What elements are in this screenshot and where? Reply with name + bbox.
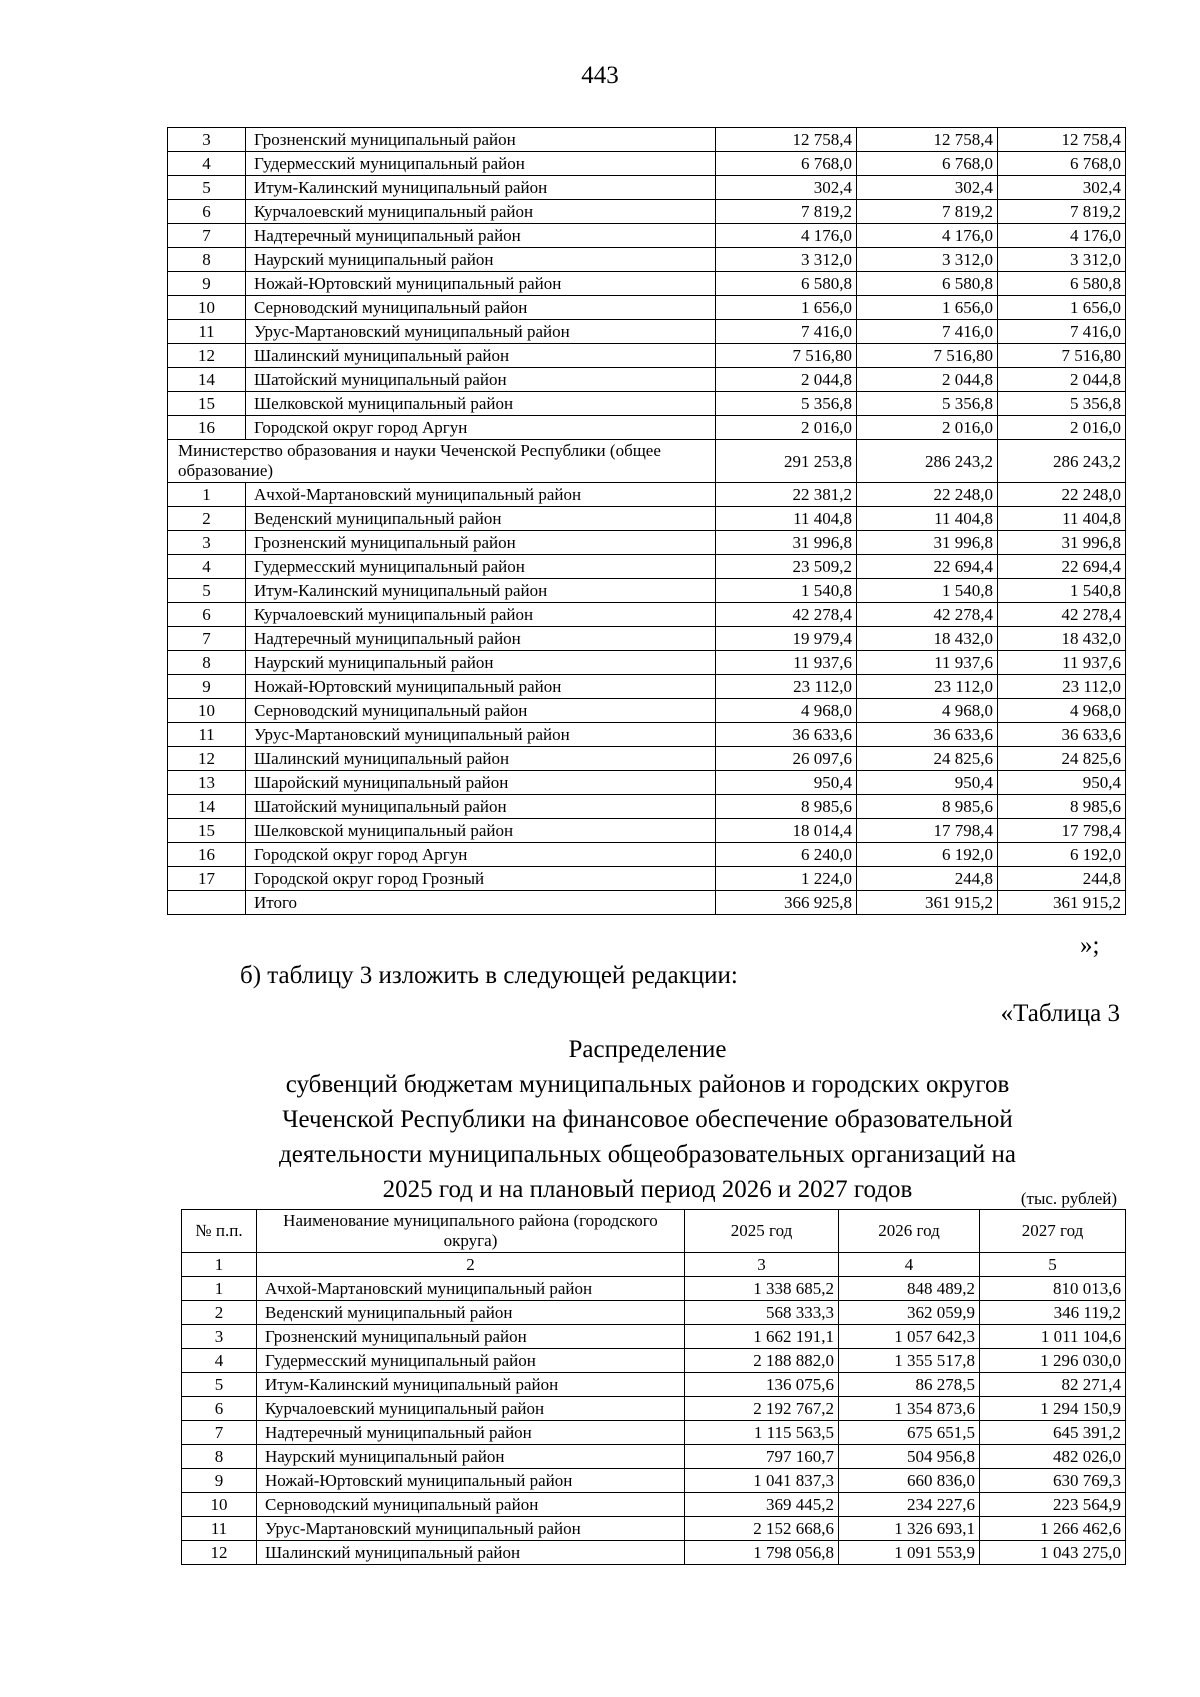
row-number: 12 <box>182 1541 257 1565</box>
row-number: 3 <box>168 531 246 555</box>
row-number: 5 <box>182 1373 257 1397</box>
value-2025: 1 662 191,1 <box>685 1325 839 1349</box>
district-name: Ножай-Юртовский муниципальный район <box>257 1469 685 1493</box>
value-2025: 6 580,8 <box>716 272 857 296</box>
district-name: Гудермесский муниципальный район <box>257 1349 685 1373</box>
column-number-5: 5 <box>980 1253 1126 1277</box>
value-2026: 7 516,80 <box>857 344 998 368</box>
row-number: 14 <box>168 795 246 819</box>
column-number-1: 1 <box>182 1253 257 1277</box>
table-row <box>168 579 1126 603</box>
row-number: 17 <box>168 867 246 891</box>
value-2025: 1 224,0 <box>716 867 857 891</box>
table-row <box>168 651 1126 675</box>
value-2027: 4 968,0 <box>998 699 1126 723</box>
row-number: 4 <box>168 152 246 176</box>
value-2027: 23 112,0 <box>998 675 1126 699</box>
value-2026: 1 540,8 <box>857 579 998 603</box>
value-2027: 82 271,4 <box>980 1373 1126 1397</box>
value-2027: 12 758,4 <box>998 128 1126 152</box>
value-2026: 36 633,6 <box>857 723 998 747</box>
value-2025: 950,4 <box>716 771 857 795</box>
value-2027: 31 996,8 <box>998 531 1126 555</box>
value-2026: 31 996,8 <box>857 531 998 555</box>
value-2025: 4 176,0 <box>716 224 857 248</box>
district-name: Веденский муниципальный район <box>246 507 716 531</box>
value-2027: 630 769,3 <box>980 1469 1126 1493</box>
value-2025: 4 968,0 <box>716 699 857 723</box>
value-2025: 2 188 882,0 <box>685 1349 839 1373</box>
total-value-2027: 361 915,2 <box>998 891 1126 915</box>
value-2026: 11 404,8 <box>857 507 998 531</box>
value-2027: 1 266 462,6 <box>980 1517 1126 1541</box>
value-2025: 8 985,6 <box>716 795 857 819</box>
value-2027: 2 016,0 <box>998 416 1126 440</box>
total-empty-cell <box>168 891 246 915</box>
value-2027: 1 011 104,6 <box>980 1325 1126 1349</box>
value-2026: 1 057 642,3 <box>839 1325 980 1349</box>
value-2026: 1 091 553,9 <box>839 1541 980 1565</box>
value-2027: 244,8 <box>998 867 1126 891</box>
row-number: 7 <box>168 224 246 248</box>
value-2026: 1 355 517,8 <box>839 1349 980 1373</box>
row-number: 5 <box>168 176 246 200</box>
value-2027: 223 564,9 <box>980 1493 1126 1517</box>
row-number: 6 <box>168 603 246 627</box>
table-row <box>168 555 1126 579</box>
district-name: Шаройский муниципальный район <box>246 771 716 795</box>
row-number: 5 <box>168 579 246 603</box>
value-2026: 4 176,0 <box>857 224 998 248</box>
column-number-2: 2 <box>257 1253 685 1277</box>
value-2026: 950,4 <box>857 771 998 795</box>
district-name: Курчалоевский муниципальный район <box>246 200 716 224</box>
row-number: 10 <box>182 1493 257 1517</box>
value-2026: 17 798,4 <box>857 819 998 843</box>
table-row <box>168 843 1126 867</box>
value-2025: 23 509,2 <box>716 555 857 579</box>
row-number: 9 <box>168 272 246 296</box>
table-row <box>182 1469 1126 1493</box>
column-numbers-row <box>182 1253 1126 1277</box>
row-number: 8 <box>182 1445 257 1469</box>
district-name: Ачхой-Мартановский муниципальный район <box>246 483 716 507</box>
district-name: Грозненский муниципальный район <box>246 128 716 152</box>
value-2027: 7 819,2 <box>998 200 1126 224</box>
district-name: Надтеречный муниципальный район <box>257 1421 685 1445</box>
table-row <box>168 200 1126 224</box>
district-name: Городской округ город Аргун <box>246 416 716 440</box>
row-number: 2 <box>168 507 246 531</box>
value-2027: 6 768,0 <box>998 152 1126 176</box>
value-2026: 18 432,0 <box>857 627 998 651</box>
table-row <box>168 176 1126 200</box>
value-2027: 5 356,8 <box>998 392 1126 416</box>
row-number: 10 <box>168 699 246 723</box>
row-number: 12 <box>168 747 246 771</box>
row-number: 11 <box>168 723 246 747</box>
row-number: 8 <box>168 651 246 675</box>
value-2025: 1 798 056,8 <box>685 1541 839 1565</box>
district-name: Шалинский муниципальный район <box>246 747 716 771</box>
value-2025: 1 041 837,3 <box>685 1469 839 1493</box>
value-2025: 26 097,6 <box>716 747 857 771</box>
value-2026: 22 694,4 <box>857 555 998 579</box>
header-number: № п.п. <box>182 1210 257 1253</box>
row-number: 7 <box>168 627 246 651</box>
value-2026: 6 192,0 <box>857 843 998 867</box>
table1-body <box>168 128 1126 915</box>
heading-line-1: Распределение <box>568 1036 727 1063</box>
value-2026: 23 112,0 <box>857 675 998 699</box>
table-row <box>168 344 1126 368</box>
value-2025: 19 979,4 <box>716 627 857 651</box>
table-row <box>168 392 1126 416</box>
row-number: 15 <box>168 392 246 416</box>
table-row <box>182 1397 1126 1421</box>
district-name: Гудермесский муниципальный район <box>246 152 716 176</box>
table-row <box>168 483 1126 507</box>
value-2027: 24 825,6 <box>998 747 1126 771</box>
value-2025: 11 937,6 <box>716 651 857 675</box>
value-2026: 244,8 <box>857 867 998 891</box>
row-number: 12 <box>168 344 246 368</box>
value-2025: 11 404,8 <box>716 507 857 531</box>
value-2027: 3 312,0 <box>998 248 1126 272</box>
value-2027: 1 656,0 <box>998 296 1126 320</box>
district-name: Наурский муниципальный район <box>246 651 716 675</box>
value-2025: 797 160,7 <box>685 1445 839 1469</box>
district-name: Грозненский муниципальный район <box>246 531 716 555</box>
value-2026: 7 416,0 <box>857 320 998 344</box>
value-2027: 22 694,4 <box>998 555 1126 579</box>
row-number: 9 <box>168 675 246 699</box>
table-row <box>168 531 1126 555</box>
value-2025: 23 112,0 <box>716 675 857 699</box>
value-2025: 3 312,0 <box>716 248 857 272</box>
value-2026: 1 354 873,6 <box>839 1397 980 1421</box>
district-name: Надтеречный муниципальный район <box>246 224 716 248</box>
district-name: Урус-Мартановский муниципальный район <box>246 320 716 344</box>
table-row <box>168 224 1126 248</box>
value-2025: 2 192 767,2 <box>685 1397 839 1421</box>
header-2026: 2026 год <box>839 1210 980 1253</box>
table-row <box>168 699 1126 723</box>
value-2025: 1 656,0 <box>716 296 857 320</box>
value-2026: 24 825,6 <box>857 747 998 771</box>
column-number-4: 4 <box>839 1253 980 1277</box>
value-2026: 7 819,2 <box>857 200 998 224</box>
value-2027: 11 937,6 <box>998 651 1126 675</box>
value-2025: 2 016,0 <box>716 416 857 440</box>
value-2025: 6 240,0 <box>716 843 857 867</box>
table-row <box>182 1277 1126 1301</box>
row-number: 16 <box>168 416 246 440</box>
table2-body <box>182 1210 1126 1565</box>
district-name: Городской округ город Грозный <box>246 867 716 891</box>
value-2025: 1 540,8 <box>716 579 857 603</box>
value-2027: 302,4 <box>998 176 1126 200</box>
row-number: 10 <box>168 296 246 320</box>
value-2027: 17 798,4 <box>998 819 1126 843</box>
district-name: Ачхой-Мартановский муниципальный район <box>257 1277 685 1301</box>
row-number: 15 <box>168 819 246 843</box>
row-number: 2 <box>182 1301 257 1325</box>
district-name: Надтеречный муниципальный район <box>246 627 716 651</box>
value-2026: 12 758,4 <box>857 128 998 152</box>
value-2025: 1 338 685,2 <box>685 1277 839 1301</box>
district-name: Шалинский муниципальный район <box>257 1541 685 1565</box>
heading-line-4: деятельности муниципальных общеобразовательных организаций на <box>279 1141 1016 1168</box>
value-2026: 1 656,0 <box>857 296 998 320</box>
value-2027: 11 404,8 <box>998 507 1126 531</box>
row-number: 14 <box>168 368 246 392</box>
district-name: Ножай-Юртовский муниципальный район <box>246 675 716 699</box>
value-2027: 18 432,0 <box>998 627 1126 651</box>
district-name: Итум-Калинский муниципальный район <box>246 176 716 200</box>
row-number: 11 <box>168 320 246 344</box>
row-number: 3 <box>168 128 246 152</box>
heading-line-3: Чеченской Республики на финансовое обеспечение образовательной <box>282 1106 1013 1133</box>
value-2026: 2 016,0 <box>857 416 998 440</box>
value-2025: 5 356,8 <box>716 392 857 416</box>
value-2027: 42 278,4 <box>998 603 1126 627</box>
value-2026: 504 956,8 <box>839 1445 980 1469</box>
value-2027: 36 633,6 <box>998 723 1126 747</box>
district-name: Урус-Мартановский муниципальный район <box>257 1517 685 1541</box>
value-2026: 1 326 693,1 <box>839 1517 980 1541</box>
value-2026: 848 489,2 <box>839 1277 980 1301</box>
table-heading <box>170 1032 1125 1207</box>
subvention-table-continued <box>167 127 1126 915</box>
district-name: Городской округ город Аргун <box>246 843 716 867</box>
value-2025: 302,4 <box>716 176 857 200</box>
value-2026: 3 312,0 <box>857 248 998 272</box>
value-2025: 31 996,8 <box>716 531 857 555</box>
total-label: Итого <box>246 891 716 915</box>
table-row <box>168 747 1126 771</box>
value-2027: 1 540,8 <box>998 579 1126 603</box>
value-2027: 8 985,6 <box>998 795 1126 819</box>
value-2026: 2 044,8 <box>857 368 998 392</box>
closing-quote: »; <box>1080 932 1100 959</box>
value-2026: 86 278,5 <box>839 1373 980 1397</box>
value-2025: 42 278,4 <box>716 603 857 627</box>
value-2025: 6 768,0 <box>716 152 857 176</box>
total-value-2026: 361 915,2 <box>857 891 998 915</box>
column-number-3: 3 <box>685 1253 839 1277</box>
value-2026: 675 651,5 <box>839 1421 980 1445</box>
table-row <box>168 627 1126 651</box>
section-value-2026: 286 243,2 <box>857 440 998 483</box>
value-2025: 2 152 668,6 <box>685 1517 839 1541</box>
value-2027: 1 296 030,0 <box>980 1349 1126 1373</box>
value-2025: 7 416,0 <box>716 320 857 344</box>
value-2026: 660 836,0 <box>839 1469 980 1493</box>
table-row <box>168 152 1126 176</box>
table-row <box>168 675 1126 699</box>
table-row <box>182 1421 1126 1445</box>
district-name: Курчалоевский муниципальный район <box>257 1397 685 1421</box>
total-value-2025: 366 925,8 <box>716 891 857 915</box>
value-2025: 22 381,2 <box>716 483 857 507</box>
row-number: 7 <box>182 1421 257 1445</box>
section-value-2027: 286 243,2 <box>998 440 1126 483</box>
units-label: (тыс. рублей) <box>1020 1189 1117 1208</box>
table-row <box>182 1325 1126 1349</box>
amendment-instruction: б) таблицу 3 изложить в следующей редакции: <box>240 962 738 989</box>
value-2027: 810 013,6 <box>980 1277 1126 1301</box>
row-number: 4 <box>182 1349 257 1373</box>
table-row <box>168 819 1126 843</box>
value-2025: 36 633,6 <box>716 723 857 747</box>
district-name: Шелковской муниципальный район <box>246 392 716 416</box>
district-name: Веденский муниципальный район <box>257 1301 685 1325</box>
value-2027: 346 119,2 <box>980 1301 1126 1325</box>
row-number: 9 <box>182 1469 257 1493</box>
header-2025: 2025 год <box>685 1210 839 1253</box>
district-name: Итум-Калинский муниципальный район <box>246 579 716 603</box>
district-name: Серноводский муниципальный район <box>257 1493 685 1517</box>
district-name: Итум-Калинский муниципальный район <box>257 1373 685 1397</box>
total-row <box>168 891 1126 915</box>
district-name: Ножай-Юртовский муниципальный район <box>246 272 716 296</box>
value-2025: 2 044,8 <box>716 368 857 392</box>
value-2027: 1 294 150,9 <box>980 1397 1126 1421</box>
value-2027: 645 391,2 <box>980 1421 1126 1445</box>
value-2027: 22 248,0 <box>998 483 1126 507</box>
district-name: Урус-Мартановский муниципальный район <box>246 723 716 747</box>
table-row <box>182 1541 1126 1565</box>
value-2026: 6 580,8 <box>857 272 998 296</box>
row-number: 6 <box>182 1397 257 1421</box>
table-row <box>168 416 1126 440</box>
value-2025: 136 075,6 <box>685 1373 839 1397</box>
value-2025: 1 115 563,5 <box>685 1421 839 1445</box>
district-name: Серноводский муниципальный район <box>246 699 716 723</box>
table-label: «Таблица 3 <box>1000 1000 1120 1027</box>
value-2027: 7 516,80 <box>998 344 1126 368</box>
district-name: Шелковской муниципальный район <box>246 819 716 843</box>
value-2026: 11 937,6 <box>857 651 998 675</box>
subvention-distribution-table <box>181 1209 1126 1565</box>
table-row <box>168 771 1126 795</box>
row-number: 16 <box>168 843 246 867</box>
value-2025: 7 516,80 <box>716 344 857 368</box>
table-row <box>168 507 1126 531</box>
row-number: 4 <box>168 555 246 579</box>
district-name: Шатойский муниципальный район <box>246 368 716 392</box>
value-2026: 8 985,6 <box>857 795 998 819</box>
district-name: Курчалоевский муниципальный район <box>246 603 716 627</box>
value-2027: 2 044,8 <box>998 368 1126 392</box>
header-2027: 2027 год <box>980 1210 1126 1253</box>
value-2027: 482 026,0 <box>980 1445 1126 1469</box>
district-name: Шалинский муниципальный район <box>246 344 716 368</box>
value-2025: 12 758,4 <box>716 128 857 152</box>
row-number: 6 <box>168 200 246 224</box>
header-district-name: Наименование муниципального района (городского округа) <box>257 1210 685 1253</box>
value-2027: 6 192,0 <box>998 843 1126 867</box>
value-2026: 6 768,0 <box>857 152 998 176</box>
table-row <box>168 248 1126 272</box>
value-2027: 950,4 <box>998 771 1126 795</box>
table-row <box>168 368 1126 392</box>
value-2025: 369 445,2 <box>685 1493 839 1517</box>
value-2026: 5 356,8 <box>857 392 998 416</box>
value-2027: 1 043 275,0 <box>980 1541 1126 1565</box>
section-title: Министерство образования и науки Чеченской Республики (общее образование) <box>168 440 716 483</box>
row-number: 1 <box>168 483 246 507</box>
row-number: 1 <box>182 1277 257 1301</box>
section-value-2025: 291 253,8 <box>716 440 857 483</box>
value-2025: 7 819,2 <box>716 200 857 224</box>
value-2027: 6 580,8 <box>998 272 1126 296</box>
value-2025: 18 014,4 <box>716 819 857 843</box>
row-number: 8 <box>168 248 246 272</box>
table-row <box>182 1445 1126 1469</box>
district-name: Шатойский муниципальный район <box>246 795 716 819</box>
value-2026: 4 968,0 <box>857 699 998 723</box>
table-row <box>168 723 1126 747</box>
heading-line-2: субвенций бюджетам муниципальных районов и городских округов <box>285 1071 1010 1098</box>
table-header-row <box>182 1210 1126 1253</box>
table-row <box>168 128 1126 152</box>
row-number: 3 <box>182 1325 257 1349</box>
table-row <box>182 1373 1126 1397</box>
district-name: Наурский муниципальный район <box>246 248 716 272</box>
section-row-ministry <box>168 440 1126 483</box>
value-2026: 302,4 <box>857 176 998 200</box>
table-row <box>168 795 1126 819</box>
table-row <box>168 320 1126 344</box>
table-row <box>182 1517 1126 1541</box>
district-name: Грозненский муниципальный район <box>257 1325 685 1349</box>
value-2027: 4 176,0 <box>998 224 1126 248</box>
value-2027: 7 416,0 <box>998 320 1126 344</box>
value-2026: 234 227,6 <box>839 1493 980 1517</box>
district-name: Серноводский муниципальный район <box>246 296 716 320</box>
page-number: 443 <box>581 62 619 89</box>
row-number: 13 <box>168 771 246 795</box>
district-name: Гудермесский муниципальный район <box>246 555 716 579</box>
row-number: 11 <box>182 1517 257 1541</box>
table-row <box>182 1349 1126 1373</box>
value-2026: 42 278,4 <box>857 603 998 627</box>
value-2025: 568 333,3 <box>685 1301 839 1325</box>
value-2026: 362 059,9 <box>839 1301 980 1325</box>
district-name: Наурский муниципальный район <box>257 1445 685 1469</box>
table-row <box>168 296 1126 320</box>
value-2026: 22 248,0 <box>857 483 998 507</box>
table-row <box>168 272 1126 296</box>
table-row <box>182 1301 1126 1325</box>
table-row <box>168 867 1126 891</box>
heading-line-5: 2025 год и на плановый период 2026 и 2027 годов <box>382 1176 913 1203</box>
table-row <box>182 1493 1126 1517</box>
table-row <box>168 603 1126 627</box>
